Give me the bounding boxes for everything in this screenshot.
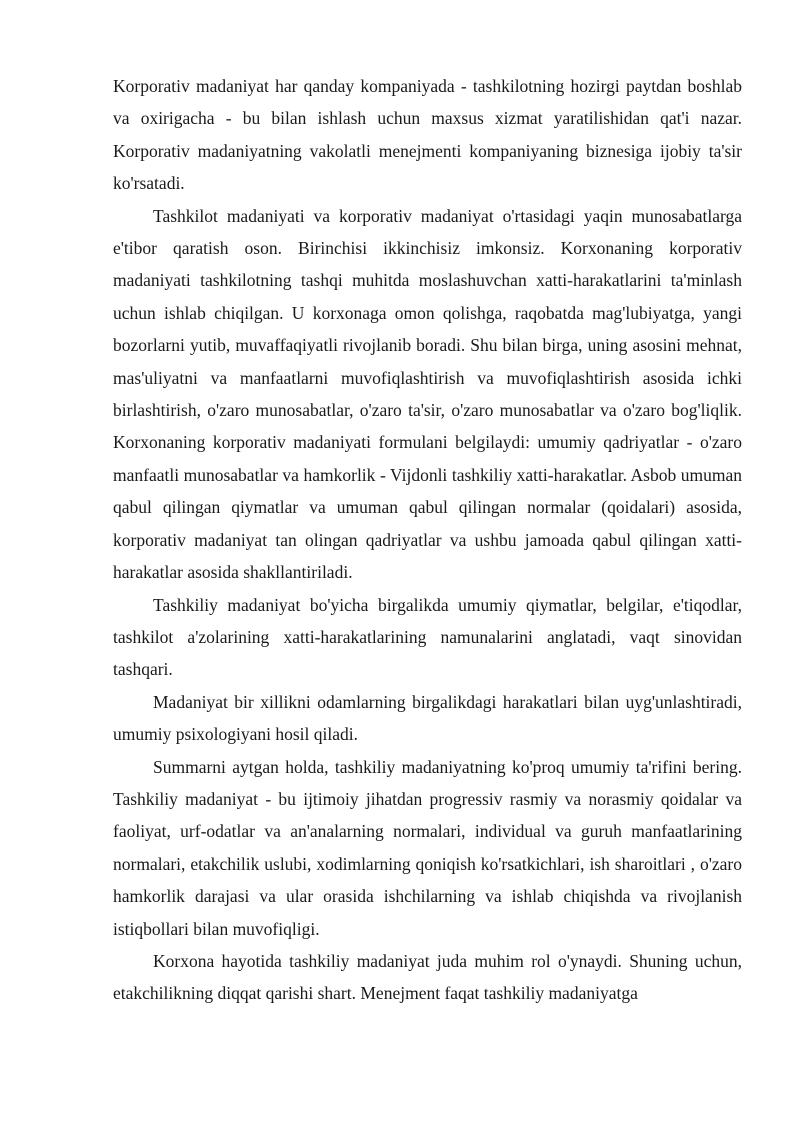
paragraph-5: Summarni aytgan holda, tashkiliy madaniyatning ko'proq umumiy ta'rifini bering. Tashkiliy madaniyat - bu ijtimoiy jihatdan progressiv rasmiy va norasmiy qoidalar va faoliyat, urf-odatlar va an'analarning normalari, individual va guruh manfaatlarining normalari, etakchilik uslubi, xodimlarning qoniqish ko'rsatkichlari, ish sharoitlari , o'zaro hamkorlik darajasi va ular orasida ishchilarning va ishlab chiqishda va rivojlanish istiqbollari bilan muvofiqligi. — [113, 756, 742, 939]
paragraph-2: Tashkilot madaniyati va korporativ madaniyat o'rtasidagi yaqin munosabatlarga e'tibor qaratish oson. Birinchisi ikkinchisiz imkonsiz. Korxonaning korporativ madaniyati tashkilotning tashqi muhitda moslashuvchan xatti-harakatlarini ta'minlash uchun ishlab chiqilgan. U korxonaga omon qolishga, raqobatda mag'lubiyatga, yangi bozorlarni yutib, muvaffaqiyatli rivojlanib boradi. Shu bilan birga, uning asosini mehnat, mas'uliyatni va manfaatlarni muvofiqlashtirish va muvofiqlashtirish asosida ichki birlashtirish, o'zaro munosabatlar, o'zaro ta'sir, o'zaro munosabatlar va o'zaro bog'liqlik. Korxonaning korporativ madaniyati formulani belgilaydi: umumiy qadriyatlar - o'zaro manfaatli munosabatlar va hamkorlik - Vijdonli tashkiliy xatti-harakatlar. Asbob umuman qabul qilingan qiymatlar va umuman qabul qilingan normalar (qoidalari) asosida, korporativ madaniyat tan olingan qadriyatlar va ushbu jamoada qabul qilingan xatti-harakatlar asosida shakllantiriladi. — [113, 205, 742, 583]
document-page — [113, 70, 742, 1010]
paragraph-4: Madaniyat bir xillikni odamlarning birgalikdagi harakatlari bilan uyg'unlashtiradi, umumiy psixologiyani hosil qiladi. — [113, 691, 742, 745]
paragraph-1: Korporativ madaniyat har qanday kompaniyada - tashkilotning hozirgi paytdan boshlab va oxirigacha - bu bilan ishlash uchun maxsus xizmat yaratilishidan qat'i nazar. Korporativ madaniyatning vakolatli menejmenti kompaniyaning biznesiga ijobiy ta'sir ko'rsatadi. — [113, 76, 742, 194]
paragraph-6: Korxona hayotida tashkiliy madaniyat juda muhim rol o'ynaydi. Shuning uchun, etakchilikning diqqat qarishi shart. Menejment faqat tashkiliy madaniyatga — [113, 950, 742, 1004]
paragraph-3: Tashkiliy madaniyat bo'yicha birgalikda umumiy qiymatlar, belgilar, e'tiqodlar, tashkilot a'zolarining xatti-harakatlarining namunalarini anglatadi, vaqt sinovidan tashqari. — [113, 594, 742, 680]
